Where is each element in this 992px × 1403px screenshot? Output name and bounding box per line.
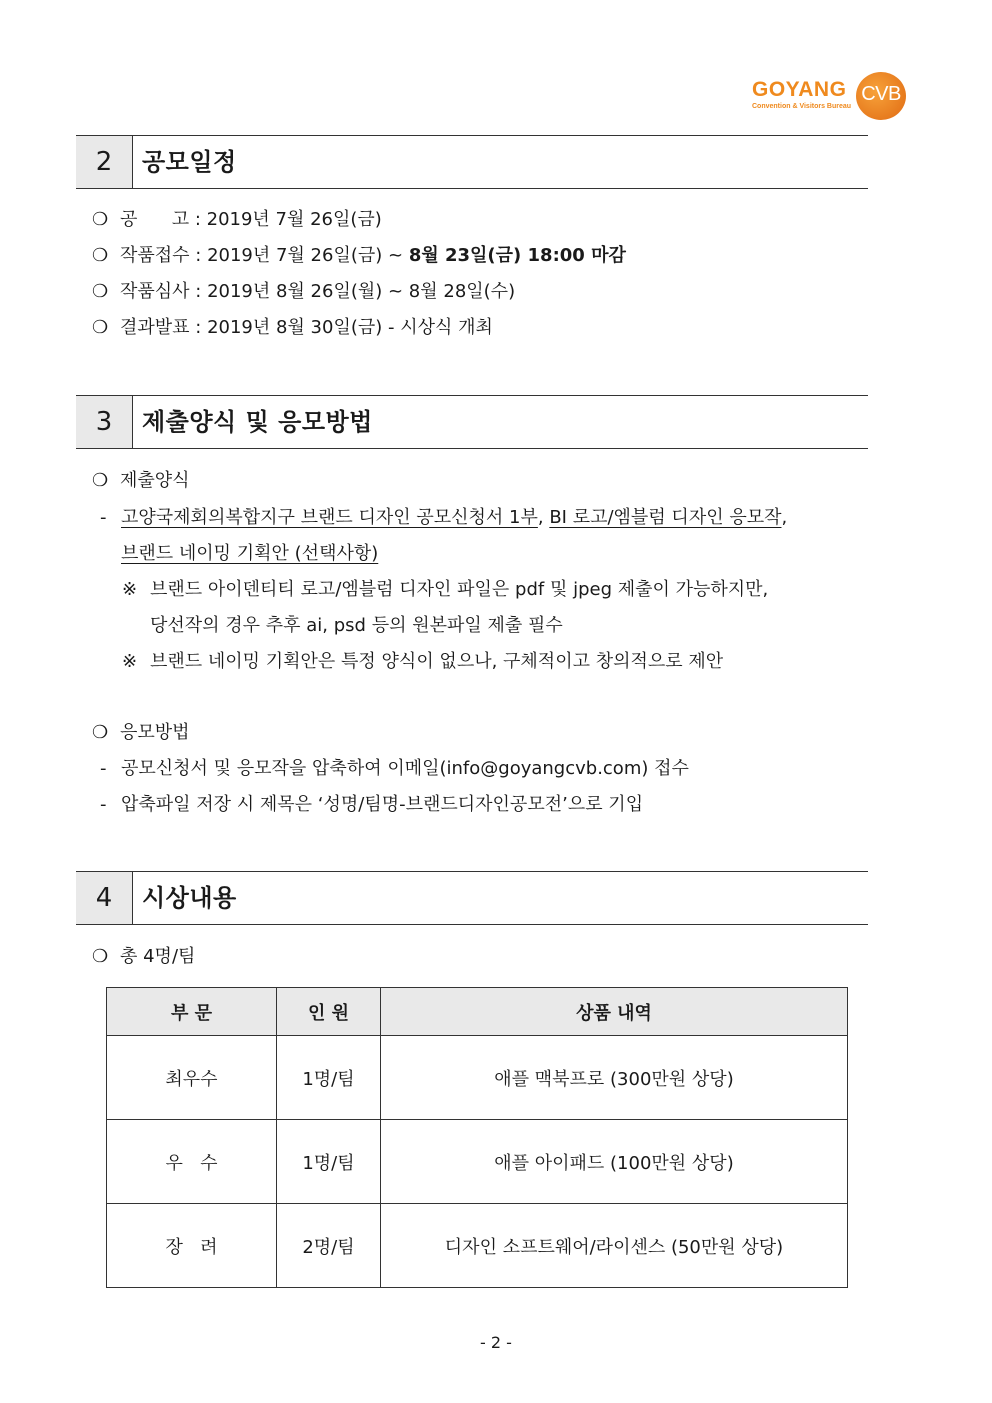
dash-bullet: -	[100, 794, 107, 815]
table-cell: 애플 아이패드 (100만원 상당)	[381, 1120, 848, 1204]
prize-summary: ❍ 총 4명/팀	[92, 946, 196, 967]
logo-subtitle: Convention & Visitors Bureau	[752, 103, 852, 110]
submission-item: - 고양국제회의복합지구 브랜드 디자인 공모신청서 1부, BI 로고/엠블럼 디자인 응모작,	[100, 507, 788, 528]
submission-note: ※ 브랜드 아이덴티티 로고/엠블럼 디자인 파일은 pdf 및 jpeg 제출이 가능하지만,	[122, 579, 769, 600]
table-cell: 우 수	[107, 1120, 277, 1204]
circle-bullet-icon: ❍	[92, 245, 109, 266]
schedule-item: ❍ 결과발표 : 2019년 8월 30일(금) - 시상식 개최	[92, 317, 493, 338]
method-heading: ❍ 응모방법	[92, 722, 190, 743]
section-title: 제출양식 및 응모방법	[142, 408, 373, 436]
reference-mark-icon: ※	[122, 651, 138, 672]
section-title: 시상내용	[142, 884, 237, 912]
dash-bullet: -	[100, 507, 107, 528]
circle-bullet-icon: ❍	[92, 281, 109, 302]
column-header: 부 문	[107, 988, 277, 1036]
section-header-prizes	[76, 871, 868, 925]
section-number: 3	[76, 396, 133, 448]
goyang-cvb-logo	[752, 72, 908, 122]
method-item: - 압축파일 저장 시 제목은 ‘성명/팀명-브랜드디자인공모전’으로 기입	[100, 794, 644, 815]
schedule-item: ❍ 작품접수 : 2019년 7월 26일(금) ~ 8월 23일(금) 18:00 마감	[92, 245, 626, 266]
reference-mark-icon: ※	[122, 579, 138, 600]
table-cell: 장 려	[107, 1204, 277, 1288]
table-cell: 디자인 소프트웨어/라이센스 (50만원 상당)	[381, 1204, 848, 1288]
table-row	[107, 1036, 848, 1120]
schedule-item: ❍ 공 고 : 2019년 7월 26일(금)	[92, 209, 382, 230]
dash-bullet: -	[100, 758, 107, 779]
page-number: - 2 -	[480, 1333, 512, 1352]
column-header: 인 원	[277, 988, 381, 1036]
method-item: - 공모신청서 및 응모작을 압축하여 이메일(info@goyangcvb.com) 접수	[100, 758, 689, 779]
circle-bullet-icon: ❍	[92, 722, 109, 743]
prize-table	[106, 987, 848, 1288]
logo-badge: CVB	[861, 83, 901, 105]
table-cell: 최우수	[107, 1036, 277, 1120]
submission-note: ※ 브랜드 네이밍 기획안은 특정 양식이 없으나, 구체적이고 창의적으로 제안	[122, 651, 724, 672]
circle-bullet-icon: ❍	[92, 470, 109, 491]
section-header-schedule	[76, 135, 868, 189]
submission-note-continued: 당선작의 경우 추후 ai, psd 등의 원본파일 제출 필수	[150, 615, 563, 636]
submission-heading: ❍ 제출양식	[92, 470, 190, 491]
table-cell: 애플 맥북프로 (300만원 상당)	[381, 1036, 848, 1120]
table-cell: 1명/팀	[277, 1036, 381, 1120]
circle-bullet-icon: ❍	[92, 317, 109, 338]
section-title: 공모일정	[142, 148, 237, 176]
section-number: 2	[76, 136, 133, 188]
schedule-item: ❍ 작품심사 : 2019년 8월 26일(월) ~ 8월 28일(수)	[92, 281, 516, 302]
deadline-emphasis: 8월 23일(금) 18:00 마감	[408, 245, 626, 266]
table-cell: 2명/팀	[277, 1204, 381, 1288]
section-number: 4	[76, 872, 133, 924]
submission-item-continued: 브랜드 네이밍 기획안 (선택사항)	[121, 543, 379, 564]
table-row	[107, 1120, 848, 1204]
circle-bullet-icon: ❍	[92, 209, 109, 230]
table-header-row	[107, 988, 848, 1036]
table-cell: 1명/팀	[277, 1120, 381, 1204]
section-header-submission	[76, 395, 868, 449]
column-header: 상품 내역	[381, 988, 848, 1036]
table-row	[107, 1204, 848, 1288]
circle-bullet-icon: ❍	[92, 946, 109, 967]
logo-wordmark: GOYANG	[752, 78, 847, 101]
